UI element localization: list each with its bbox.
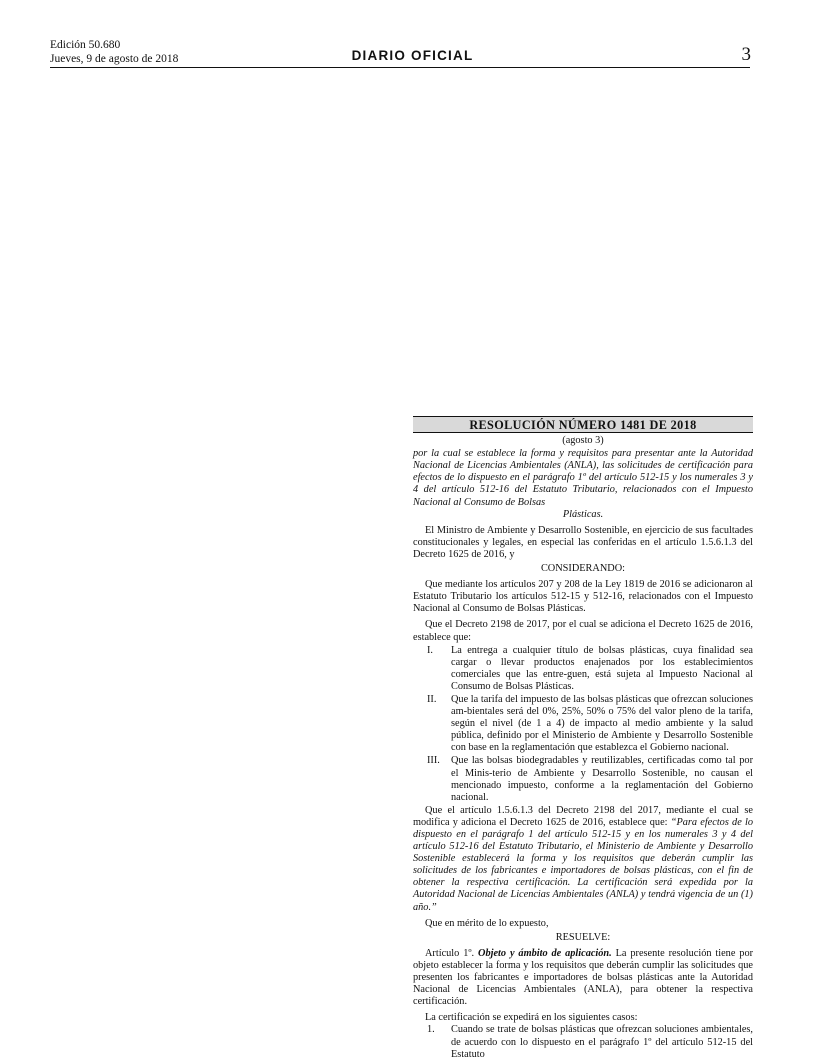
considerando-paragraph-4: Que en mérito de lo expuesto,: [425, 917, 549, 929]
resolution-date: (agosto 3): [562, 435, 604, 447]
roman-list: [413, 645, 753, 804]
cases-intro: La certificación se expedirá en los siguientes casos:: [425, 1012, 638, 1024]
subject-text-end: Plásticas.: [562, 508, 604, 520]
resolution-column: [413, 416, 753, 1062]
list-item: [413, 694, 753, 754]
list-item-number: I.: [427, 644, 434, 656]
article-1-label: Artículo 1º.: [425, 947, 475, 959]
header-divider: [50, 67, 750, 68]
resolution-subject: [413, 448, 753, 521]
article-1-text: La presente resolución tiene por objeto establecer la forma y los requisitos que deberán cumplir las solicitudes que presenten los fabricantes e importadores de bolsas plásticas ante la Autoridad Nacional de Licencias Ambientales (ANLA), para obtener la respectiva certificación.: [413, 947, 754, 1008]
considerando-paragraph-3: [413, 805, 753, 914]
considerando-heading: CONSIDERANDO:: [540, 563, 626, 575]
list-item: [413, 1024, 753, 1060]
newspaper-title: DIARIO OFICIAL: [351, 48, 474, 63]
resuelve-heading: RESUELVE:: [555, 931, 611, 943]
list-item: [413, 755, 753, 803]
article-1-title: Objeto y ámbito de aplicación.: [478, 947, 612, 959]
list-item-text: La entrega a cualquier título de bolsas plásticas, cuya finalidad sea cargar o llevar productos enajenados por los establecimientos comerciales que las entre-guen, está sujeta al Impuesto Nacional al Consumo de Bolsas Plásticas.: [451, 644, 753, 692]
list-item-number: 1.: [427, 1024, 435, 1036]
list-item-text: Que la tarifa del impuesto de las bolsas plásticas que ofrezcan soluciones am-bientales será del 0%, 25%, 50% o 75% del valor pleno de la tarifa, según el nivel (de 1 a 4) de impacto al medio ambiente y la salud pública, definido por el Ministerio de Ambiente y Desarrollo Sostenible con base en la reglamentación que establezca el Gobierno nacional.: [451, 693, 753, 754]
list-item-number: III.: [427, 755, 440, 767]
subject-text: por la cual se establece la forma y requisitos para presentar ante la Autoridad Nacional de Licencias Ambientales (ANLA), las solicitudes de certificación para efectos de lo dispuesto en el parágrafo 1º del artículo 512-15 y los numerales 3 y 4 del artículo 512-16 del Estatuto Tributario, relacionados con el Impuesto Nacional al Consumo de Bolsas: [413, 448, 753, 508]
publication-date: Jueves, 9 de agosto de 2018: [50, 53, 179, 65]
considerando-paragraph-2: Que el Decreto 2198 de 2017, por el cual se adiciona el Decreto 1625 de 2016, establece que:: [413, 619, 753, 643]
resolution-title: RESOLUCIÓN NÚMERO 1481 DE 2018: [413, 416, 753, 433]
considerando-paragraph-1: Que mediante los artículos 207 y 208 de la Ley 1819 de 2016 se adicionaron al Estatuto Tributario los artículos 512-15 y 512-16, relacionados con el Impuesto Nacional al Consumo de Bolsas Plásticas.: [413, 579, 753, 615]
list-item-number: II.: [427, 693, 437, 705]
edition-number: Edición 50.680: [50, 39, 121, 51]
list-item-text: Cuando se trate de bolsas plásticas que ofrezcan soluciones ambientales, de acuerdo con lo dispuesto en el parágrafo 1º del artículo 512-15 del Estatuto: [451, 1024, 753, 1060]
intro-paragraph: El Ministro de Ambiente y Desarrollo Sostenible, en ejercicio de sus facultades constitucionales y legales, en especial las conferidas en el artículo 1.5.6.1.3 del Decreto 1625 de 2016, y: [413, 524, 753, 560]
article-1: [413, 948, 753, 1008]
quoted-decree-text: “Para efectos de lo dispuesto en el parágrafo 1 del artículo 512-15 y en los numerales 3 y 4 del artículo 512-16 del Estatuto Tributario, el Ministerio de Ambiente y Desarrollo Sostenible establecerá la forma y los requisitos que deberán cumplir las solicitudes de los fabricantes e importadores de bolsas plásticas, con el fin de obtener la respectiva certificación. La certificación será expedida por la Autoridad Nacional de Licencias Ambientales (ANLA) y tendrá vigencia de un (1) año.”: [413, 816, 753, 913]
quote-lead: Que el artículo 1.5.6.1.3 del Decreto 2198 del 2017, mediante el cual se modifica y adiciona el Decreto 1625 de 2016, establece que:: [413, 804, 753, 828]
page-number: 3: [741, 44, 751, 65]
list-item: [413, 645, 753, 693]
list-item-text: Que las bolsas biodegradables y reutilizables, certificadas como tal por el Minis-terio de Ambiente y Desarrollo Sostenible, no causan el mencionado impuesto, conforme a la reglamentación del Gobierno nacional.: [451, 755, 753, 803]
